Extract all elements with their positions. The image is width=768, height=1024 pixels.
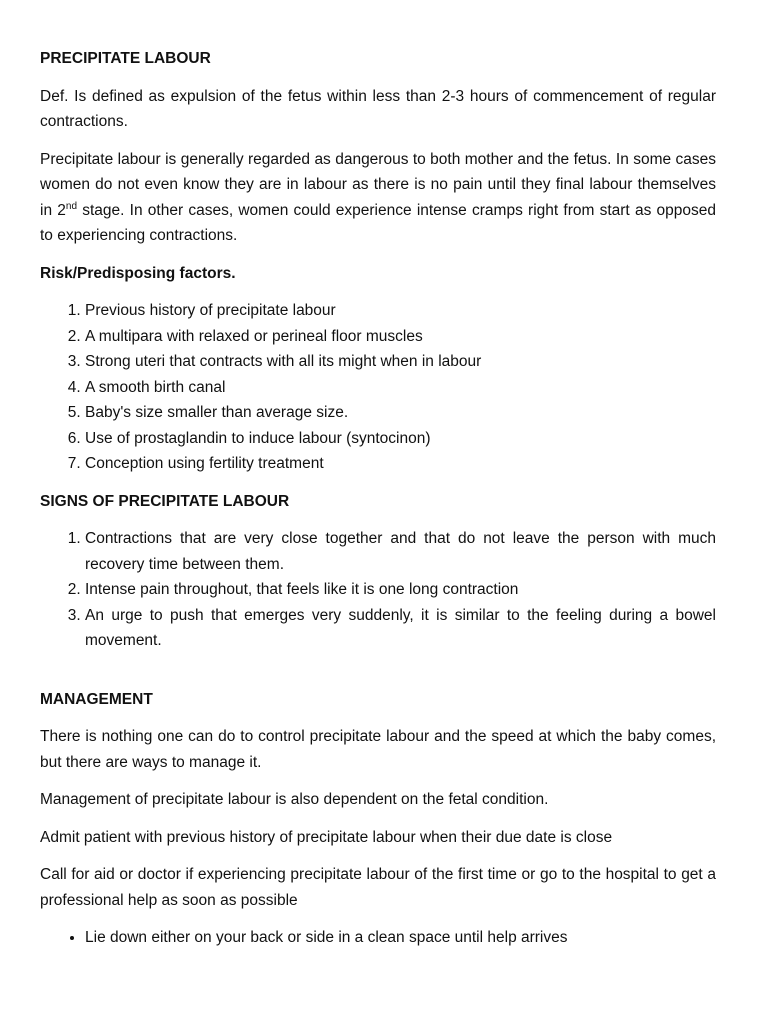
risk-factor-item: 4. A smooth birth canal <box>85 375 716 401</box>
intro-superscript: nd <box>65 200 78 212</box>
sign-item: 3. An urge to push that emerges very suddenly, it is similar to the feeling during a bowel movement. <box>85 603 716 654</box>
section-spacer <box>40 666 716 687</box>
risk-factor-item: 1. Previous history of precipitate labour <box>85 298 716 324</box>
risk-factor-list <box>40 298 716 477</box>
risk-factor-item: 2. A multipara with relaxed or perineal floor muscles <box>85 324 716 350</box>
risk-factor-item: 3. Strong uteri that contracts with all its might when in labour <box>85 349 716 375</box>
intro-text-part1: Precipitate labour is generally regarded as dangerous to both mother and the fetus. In some cases women do not even know they are in labour as there is no pain until they final labour themselves in 2 <box>40 150 716 219</box>
management-paragraph: There is nothing one can do to control precipitate labour and the speed at which the baby comes, but there are ways to manage it. <box>40 728 716 771</box>
risk-factor-item: 7. Conception using fertility treatment <box>85 451 716 477</box>
management-paragraph: Admit patient with previous history of precipitate labour when their due date is close <box>40 828 613 846</box>
management-bullet-list <box>40 925 716 951</box>
risk-heading: Risk/Predisposing factors. <box>40 264 236 282</box>
risk-factor-item: 5. Baby's size smaller than average size. <box>85 400 716 426</box>
signs-list <box>40 526 716 654</box>
signs-heading: SIGNS OF PRECIPITATE LABOUR <box>40 492 290 510</box>
document-title: PRECIPITATE LABOUR <box>40 50 211 67</box>
intro-paragraph <box>40 147 716 249</box>
definition-paragraph: Def. Is defined as expulsion of the fetus within less than 2-3 hours of commencement of regular contractions. <box>40 87 716 130</box>
management-paragraph: Call for aid or doctor if experiencing precipitate labour of the first time or go to the hospital to get a professional help as soon as possible <box>40 866 716 909</box>
management-bullet-item: • Lie down either on your back or side in a clean space until help arrives <box>85 925 716 951</box>
management-heading: MANAGEMENT <box>40 690 153 708</box>
sign-item: 1. Contractions that are very close together and that do not leave the person with much recovery time between them. <box>85 526 716 577</box>
management-paragraph: Management of precipitate labour is also dependent on the fetal condition. <box>40 791 549 808</box>
sign-item: 2. Intense pain throughout, that feels like it is one long contraction <box>85 577 716 603</box>
intro-text-part2: stage. In other cases, women could experience intense cramps right from start as opposed to experiencing contractions. <box>40 201 716 244</box>
risk-factor-item: 6. Use of prostaglandin to induce labour (syntocinon) <box>85 426 716 452</box>
